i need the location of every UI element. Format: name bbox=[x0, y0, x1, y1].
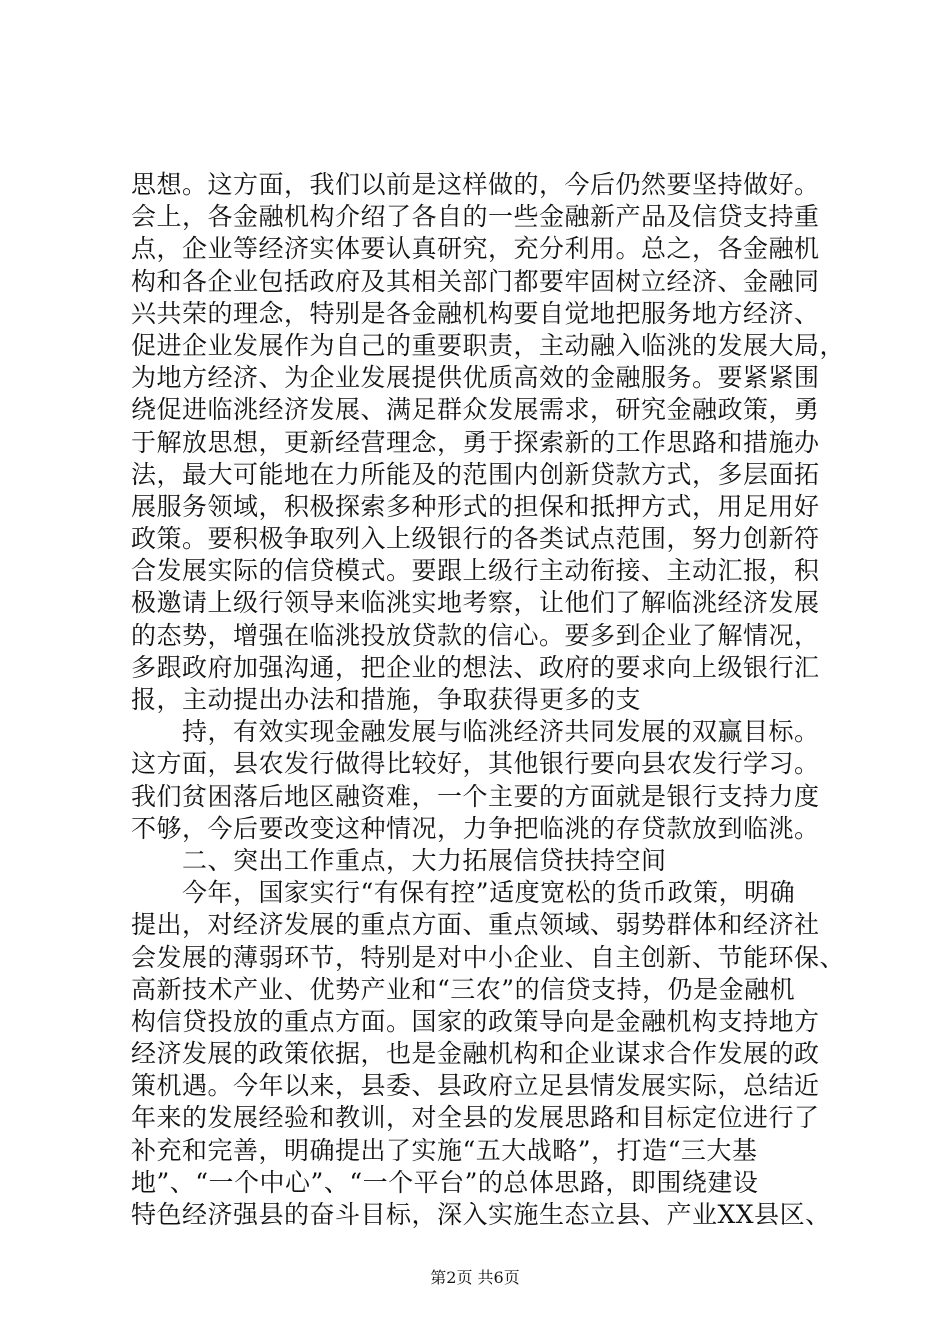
text-line: 持，有效实现金融发展与临洮经济共同发展的双赢目标。 bbox=[131, 717, 820, 747]
text-line: 极邀请上级行领导来临洮实地考察，让他们了解临洮经济发展 bbox=[131, 588, 820, 618]
text-line: 我们贫困落后地区融资难，一个主要的方面就是银行支持力度 bbox=[131, 781, 820, 811]
text-line: 报，主动提出办法和措施，争取获得更多的支 bbox=[131, 685, 642, 714]
text-line: 特色经济强县的奋斗目标，深入实施生态立县、产业XX县区、 bbox=[131, 1200, 831, 1229]
text-line: 法，最大可能地在力所能及的范围内创新贷款方式，多层面拓 bbox=[131, 459, 820, 489]
text-line: 不够，今后要改变这种情况，力争把临洮的存贷款放到临洮。 bbox=[131, 813, 820, 843]
text-line: 的态势，增强在临洮投放贷款的信心。要多到企业了解情况， bbox=[131, 620, 820, 650]
text-line: 高新技术产业、优势产业和“三农”的信贷支持，仍是金融机 bbox=[131, 974, 796, 1004]
text-line: 提出，对经济发展的重点方面、重点领域、弱势群体和经济社 bbox=[131, 910, 820, 940]
text-line: 合发展实际的信贷模式。要跟上级行主动衔接、主动汇报，积 bbox=[131, 556, 820, 586]
text-line: 构和各企业包括政府及其相关部门都要牢固树立经济、金融同 bbox=[131, 266, 820, 296]
text-line: 促进企业发展作为自己的重要职责，主动融入临洮的发展大局， bbox=[131, 330, 846, 360]
text-line: 策机遇。今年以来，县委、县政府立足县情发展实际，总结近 bbox=[131, 1071, 820, 1101]
text-line: 年来的发展经验和教训，对全县的发展思路和目标定位进行了 bbox=[131, 1103, 820, 1133]
text-line: 经济发展的政策依据，也是金融机构和企业谋求合作发展的政 bbox=[131, 1039, 820, 1069]
text-line: 今年，国家实行“有保有控”适度宽松的货币政策，明确 bbox=[131, 878, 796, 908]
text-line: 政策。要积极争取列入上级银行的各类试点范围，努力创新符 bbox=[131, 524, 820, 554]
text-line: 展服务领域，积极探索多种形式的担保和抵押方式，用足用好 bbox=[131, 491, 820, 521]
text-line: 地”、“一个中心”、“一个平台”的总体思路，即围绕建设 bbox=[131, 1167, 759, 1197]
text-line: 为地方经济、为企业发展提供优质高效的金融服务。要紧紧围 bbox=[131, 363, 820, 393]
text-line: 会发展的薄弱环节，特别是对中小企业、自主创新、节能环保、 bbox=[131, 942, 846, 972]
section-heading: 二、突出工作重点，大力拓展信贷扶持空间 bbox=[131, 845, 667, 875]
text-line: 会上，各金融机构介绍了各自的一些金融新产品及信贷支持重 bbox=[131, 202, 820, 232]
text-line: 这方面，县农发行做得比较好，其他银行要向县农发行学习。 bbox=[131, 749, 820, 779]
text-line: 构信贷投放的重点方面。国家的政策导向是金融机构支持地方 bbox=[131, 1006, 820, 1036]
text-line: 补充和完善，明确提出了实施“五大战略”，打造“三大基 bbox=[131, 1135, 758, 1165]
text-line: 兴共荣的理念，特别是各金融机构要自觉地把服务地方经济、 bbox=[131, 298, 820, 328]
body-text bbox=[131, 169, 851, 1231]
text-line: 于解放思想，更新经营理念，勇于探索新的工作思路和措施办 bbox=[131, 427, 820, 457]
text-line: 绕促进临洮经济发展、满足群众发展需求，研究金融政策，勇 bbox=[131, 395, 820, 425]
text-line: 点，企业等经济实体要认真研究，充分利用。总之，各金融机 bbox=[131, 234, 820, 264]
page-number-footer: 第2页 共6页 bbox=[430, 1268, 520, 1287]
text-line: 思想。这方面，我们以前是这样做的，今后仍然要坚持做好。 bbox=[131, 170, 820, 199]
text-line: 多跟政府加强沟通，把企业的想法、政府的要求向上级银行汇 bbox=[131, 652, 820, 682]
